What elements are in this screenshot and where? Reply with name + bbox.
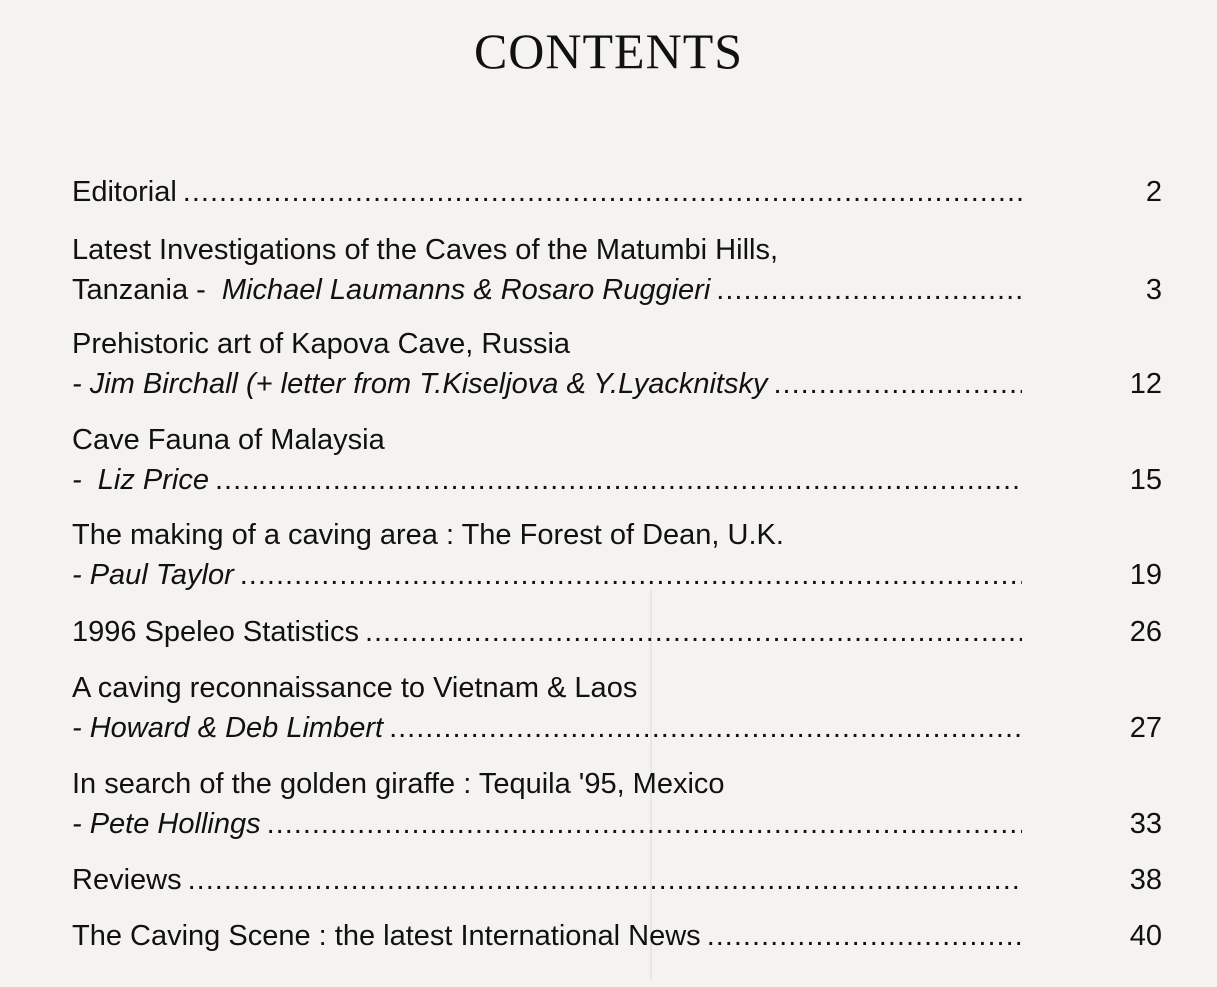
entry-title: In search of the golden giraffe : Tequila '95, Mexico <box>72 768 725 800</box>
page-number: 2 <box>1145 176 1162 208</box>
entry-authors: - Jim Birchall (+ letter from T.Kiseljova & Y.Lyacknitsky <box>72 368 768 400</box>
page-number: 38 <box>1129 864 1162 896</box>
entry-title: 1996 Speleo Statistics <box>72 616 359 648</box>
leader-dots <box>240 555 1022 595</box>
leader-dots <box>365 612 1022 652</box>
entry-authors: Michael Laumanns & Rosaro Ruggieri <box>221 274 711 306</box>
entry-authors: - Howard & Deb Limbert <box>72 712 384 744</box>
entry-title: A caving reconnaissance to Vietnam & Laos <box>72 672 638 704</box>
leader-dots <box>267 804 1022 844</box>
page-title: CONTENTS <box>473 23 744 79</box>
entry-authors: - Paul Taylor <box>72 559 234 591</box>
toc-entry-forest-of-dean[interactable] <box>72 515 1172 595</box>
page-number: 27 <box>1129 712 1162 744</box>
entry-title: Latest Investigations of the Caves of the Matumbi Hills, <box>72 234 779 266</box>
toc-entry-vietnam-laos[interactable] <box>72 668 1172 748</box>
toc-entry-matumbi-hills[interactable] <box>72 230 1172 310</box>
page-number: 15 <box>1129 464 1162 496</box>
toc-entry-speleo-statistics[interactable] <box>72 612 1172 652</box>
leader-dots <box>389 708 1022 748</box>
leader-dots <box>188 860 1022 900</box>
entry-title: The making of a caving area : The Forest of Dean, U.K. <box>72 519 784 551</box>
toc-entry-golden-giraffe[interactable] <box>72 764 1172 844</box>
leader-dots <box>716 270 1022 310</box>
entry-authors: - Liz Price <box>72 464 209 496</box>
page-number: 40 <box>1129 920 1162 952</box>
toc-entry-cave-fauna-malaysia[interactable] <box>72 420 1172 500</box>
entry-title: Reviews <box>72 864 182 896</box>
toc-entry-kapova-cave[interactable] <box>72 324 1172 404</box>
page-number: 33 <box>1129 808 1162 840</box>
page-number: 26 <box>1129 616 1162 648</box>
page-number: 19 <box>1129 559 1162 591</box>
entry-title: Cave Fauna of Malaysia <box>72 424 385 456</box>
entry-title: The Caving Scene : the latest International News <box>72 920 701 952</box>
toc-entry-reviews[interactable] <box>72 860 1172 900</box>
entry-title: Editorial <box>72 176 177 208</box>
leader-dots <box>183 172 1022 212</box>
toc-entry-editorial[interactable] <box>72 172 1172 212</box>
page-number: 12 <box>1129 368 1162 400</box>
page-number: 3 <box>1145 274 1162 306</box>
entry-title-continued: Tanzania - <box>72 274 214 306</box>
leader-dots <box>707 916 1022 956</box>
entry-authors: - Pete Hollings <box>72 808 261 840</box>
toc-entry-caving-scene[interactable] <box>72 916 1172 956</box>
entry-title: Prehistoric art of Kapova Cave, Russia <box>72 328 571 360</box>
leader-dots <box>773 364 1022 404</box>
leader-dots <box>215 460 1022 500</box>
